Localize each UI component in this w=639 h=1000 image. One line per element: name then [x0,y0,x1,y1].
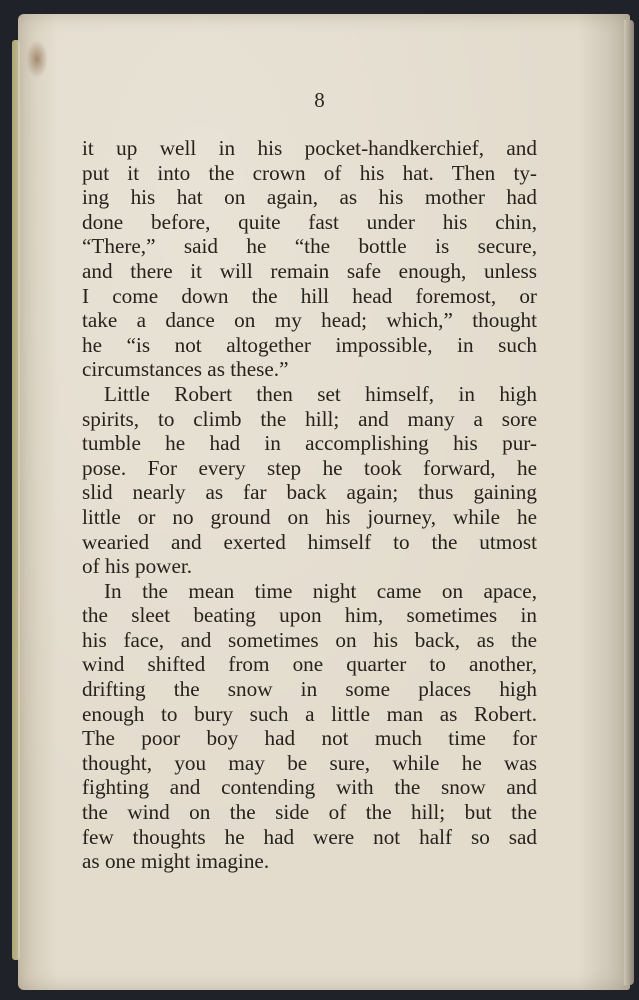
text-line: the wind on the side of the hill; but the [82,800,537,825]
text-line: fighting and contending with the snow and [82,775,537,800]
text-line: pose. For every step he took forward, he [82,455,537,480]
text-line: done before, quite fast under his chin, [82,209,537,234]
text-line: take a dance on my head; which,” thought [82,308,537,333]
binding-edge [12,40,20,960]
foxing-stain [26,40,48,78]
text-line: wind shifted from one quarter to another, [82,652,537,677]
text-line: The poor boy had not much time for [82,726,537,751]
text-line: circumstances as these.” [82,357,289,382]
body-text [82,136,537,874]
text-line: little or no ground on his journey, while he [82,504,537,529]
text-line: thought, you may be sure, while he was [82,750,537,775]
text-line: the sleet beating upon him, sometimes in [82,603,537,628]
text-line: spirits, to climb the hill; and many a sore [82,406,537,431]
text-line: of his power. [82,554,193,579]
text-line: as one might imagine. [82,849,270,874]
text-line: enough to bury such a little man as Robert. [82,701,537,726]
text-line: few thoughts he had were not half so sad [82,824,537,849]
text-line: wearied and exerted himself to the utmost [82,529,537,554]
text-line: tumble he had in accomplishing his pur- [82,431,537,456]
text-line: In the mean time night came on apace, [104,578,537,603]
page-edge [624,20,634,985]
text-line: ing his hat on again, as his mother had [82,185,537,210]
text-line: his face, and sometimes on his back, as the [82,627,537,652]
text-line: put it into the crown of his hat. Then ty- [82,160,537,185]
text-line: slid nearly as far back again; thus gaining [82,480,537,505]
page-number: 8 [314,88,325,112]
text-line: and there it will remain safe enough, unless [82,258,537,283]
text-line: Little Robert then set himself, in high [104,381,537,406]
text-line: it up well in his pocket-handkerchief, and [82,136,537,160]
text-line: “There,” said he “the bottle is secure, [82,234,537,259]
text-line: I come down the hill head foremost, or [82,283,537,308]
text-line: he “is not altogether impossible, in such [82,332,537,357]
text-line: drifting the snow in some places high [82,677,537,702]
